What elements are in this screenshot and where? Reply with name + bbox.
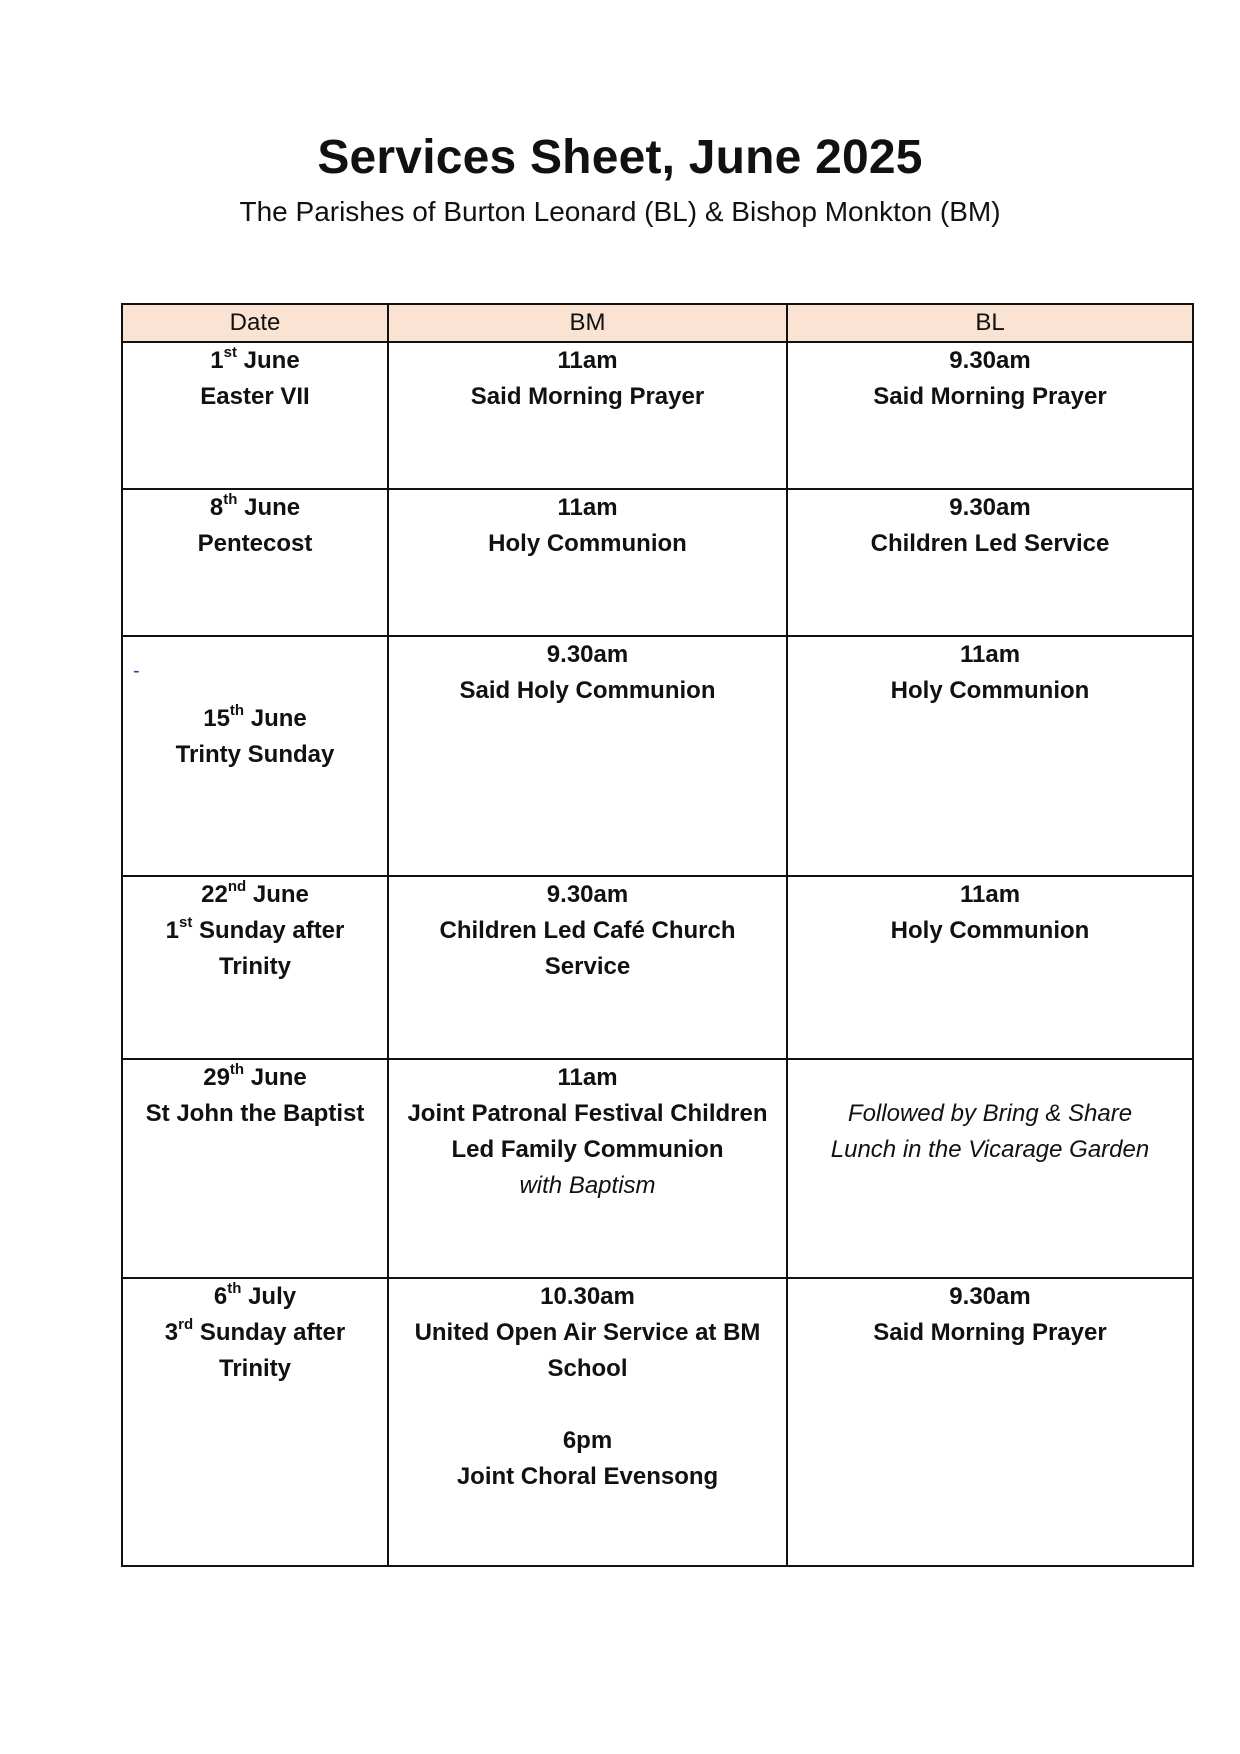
service-time: 9.30am [949,494,1031,521]
services-table [121,303,1194,1567]
date-cell [122,489,388,636]
bl-note-line1: Followed by Bring & Share [847,1100,1133,1127]
occasion-line2: Trinity [218,953,291,980]
service-name: Children Led Café Church [439,917,736,944]
service-name: Children Led Service [870,530,1110,557]
service-name: Joint Patronal Festival Children [407,1100,768,1127]
bl-cell [787,1059,1193,1278]
date-cell [122,636,388,876]
table-row [122,636,1193,876]
service-name: Holy Communion [890,677,1090,704]
table-row [122,876,1193,1059]
date-line: 29th June [203,1061,307,1091]
date-line: 1st June [210,344,300,374]
service-time: 11am [557,494,618,521]
column-header-date: Date [122,304,388,342]
service-time-2: 6pm [562,1427,613,1454]
table-row [122,1059,1193,1278]
table-header-row [122,304,1193,342]
date-cell [122,876,388,1059]
service-time: 11am [557,347,618,374]
service-name: United Open Air Service at BM [414,1319,761,1346]
page-title: Services Sheet, June 2025 [317,131,923,184]
table-row [122,489,1193,636]
service-time: 11am [557,1064,618,1091]
bm-cell [388,876,787,1059]
table-row [122,1278,1193,1566]
bm-cell [388,1059,787,1278]
date-line: 15th June [203,702,307,732]
bm-cell [388,342,787,489]
column-header-bl: BL [787,304,1193,342]
service-name-2: Joint Choral Evensong [456,1463,719,1490]
page-subtitle: The Parishes of Burton Leonard (BL) & Bishop Monkton (BM) [239,196,1001,227]
spacer [395,1387,780,1423]
occasion-line2: Trinity [218,1355,291,1382]
service-name: Holy Communion [488,530,687,557]
date-cell [122,1059,388,1278]
service-time: 9.30am [949,347,1031,374]
service-time: 10.30am [540,1283,635,1310]
bm-cell [388,636,787,876]
service-name: Said Morning Prayer [873,383,1107,410]
service-name: Holy Communion [890,917,1090,944]
date-line: 8th June [209,491,301,521]
service-time: 11am [959,881,1021,908]
service-name: Said Morning Prayer [470,383,705,410]
service-name-line2: Service [544,953,631,980]
service-time: 11am [959,641,1021,668]
service-name-line2: School [547,1355,628,1382]
bm-cell [388,1278,787,1566]
service-time: 9.30am [949,1283,1031,1310]
bl-cell [787,489,1193,636]
service-time: 9.30am [546,881,629,908]
date-cell [122,342,388,489]
date-line: 22nd June [201,878,309,908]
service-name-line2: Led Family Communion [451,1136,724,1163]
occasion: 1st Sunday after [165,914,345,944]
table-row [122,342,1193,489]
service-time: 9.30am [546,641,629,668]
dash-marker: - [133,660,140,682]
date-cell [122,1278,388,1566]
bm-cell [388,489,787,636]
service-name: Said Holy Communion [459,677,716,704]
date-line: 6th July [213,1280,297,1310]
column-header-bm: BM [388,304,787,342]
occasion: 3rd Sunday after [164,1316,346,1346]
occasion: Easter VII [200,383,310,410]
bl-cell [787,342,1193,489]
service-name: Said Morning Prayer [873,1319,1107,1346]
occasion: St John the Baptist [145,1100,365,1127]
bl-cell [787,636,1193,876]
occasion: Trinty Sunday [175,741,335,768]
bl-note-line2: Lunch in the Vicarage Garden [830,1136,1150,1163]
bl-cell [787,876,1193,1059]
bl-cell [787,1278,1193,1566]
occasion: Pentecost [197,530,313,557]
service-note: with Baptism [519,1172,656,1199]
